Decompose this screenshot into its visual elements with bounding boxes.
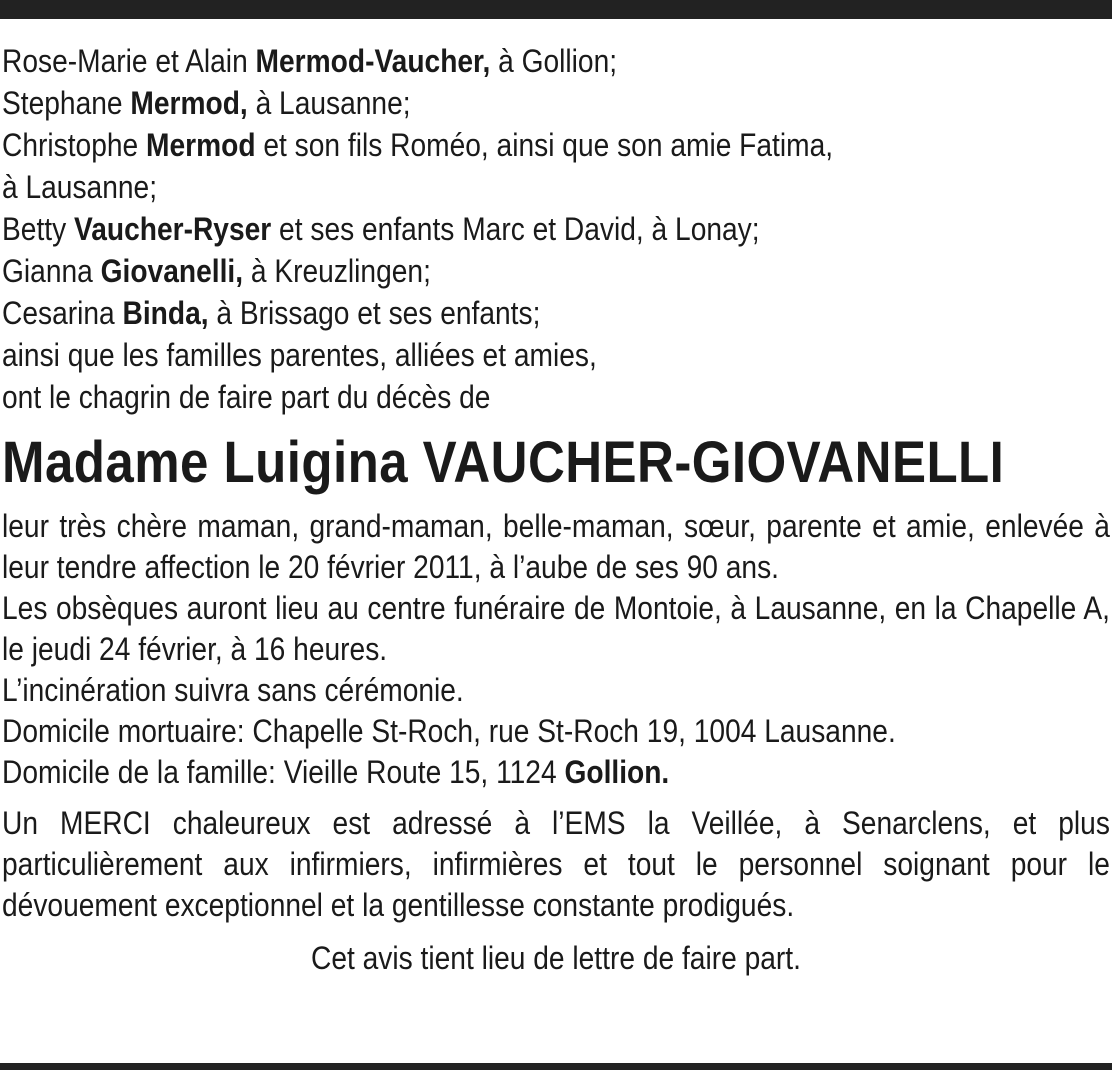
tribute-paragraph: leur très chère maman, grand-maman, belle-maman, sœur, parente et amie, enlevée à leur tendre affection le 20 février 2011, à l’aube de ses 90 ans. (2, 508, 1110, 585)
incineration-line: L’incinération suivra sans cérémonie. (2, 672, 464, 708)
family-line: ont le chagrin de faire part du décès de (2, 379, 491, 415)
top-border-rule (0, 0, 1112, 19)
family-line: Betty Vaucher-Ryser et ses enfants Marc et David, à Lonay; (2, 211, 760, 247)
family-line: Rose-Marie et Alain Mermod-Vaucher, à Gollion; (2, 43, 618, 79)
family-line: Cesarina Binda, à Brissago et ses enfants; (2, 295, 541, 331)
family-line: Gianna Giovanelli, à Kreuzlingen; (2, 253, 431, 289)
family-list (2, 40, 1110, 418)
bottom-border-rule (0, 1063, 1112, 1070)
family-line: à Lausanne; (2, 169, 158, 205)
deceased-name: Madame Luigina VAUCHER-GIOVANELLI (2, 430, 1005, 495)
family-line: Christophe Mermod et son fils Roméo, ainsi que son amie Fatima, (2, 127, 834, 163)
thanks-paragraph: Un MERCI chaleureux est adressé à l’EMS la Veillée, à Senarclens, et plus particulièrement aux infirmiers, infirmières et tout le personnel soignant pour le dévouement exceptionnel et la gentillesse constante prodigués. (2, 805, 1110, 923)
mortuary-home-line: Domicile mortuaire: Chapelle St-Roch, rue St-Roch 19, 1004 Lausanne. (2, 713, 896, 749)
family-line: Stephane Mermod, à Lausanne; (2, 85, 411, 121)
family-line: ainsi que les familles parentes, alliées et amies, (2, 337, 597, 373)
obituary-notice (2, 40, 1110, 979)
footer-note: Cet avis tient lieu de lettre de faire part. (310, 940, 801, 976)
funeral-paragraph: Les obsèques auront lieu au centre funéraire de Montoie, à Lausanne, en la Chapelle A, le jeudi 24 février, à 16 heures. (2, 590, 1110, 667)
family-home-line: Domicile de la famille: Vieille Route 15, 1124 Gollion. (2, 754, 670, 790)
